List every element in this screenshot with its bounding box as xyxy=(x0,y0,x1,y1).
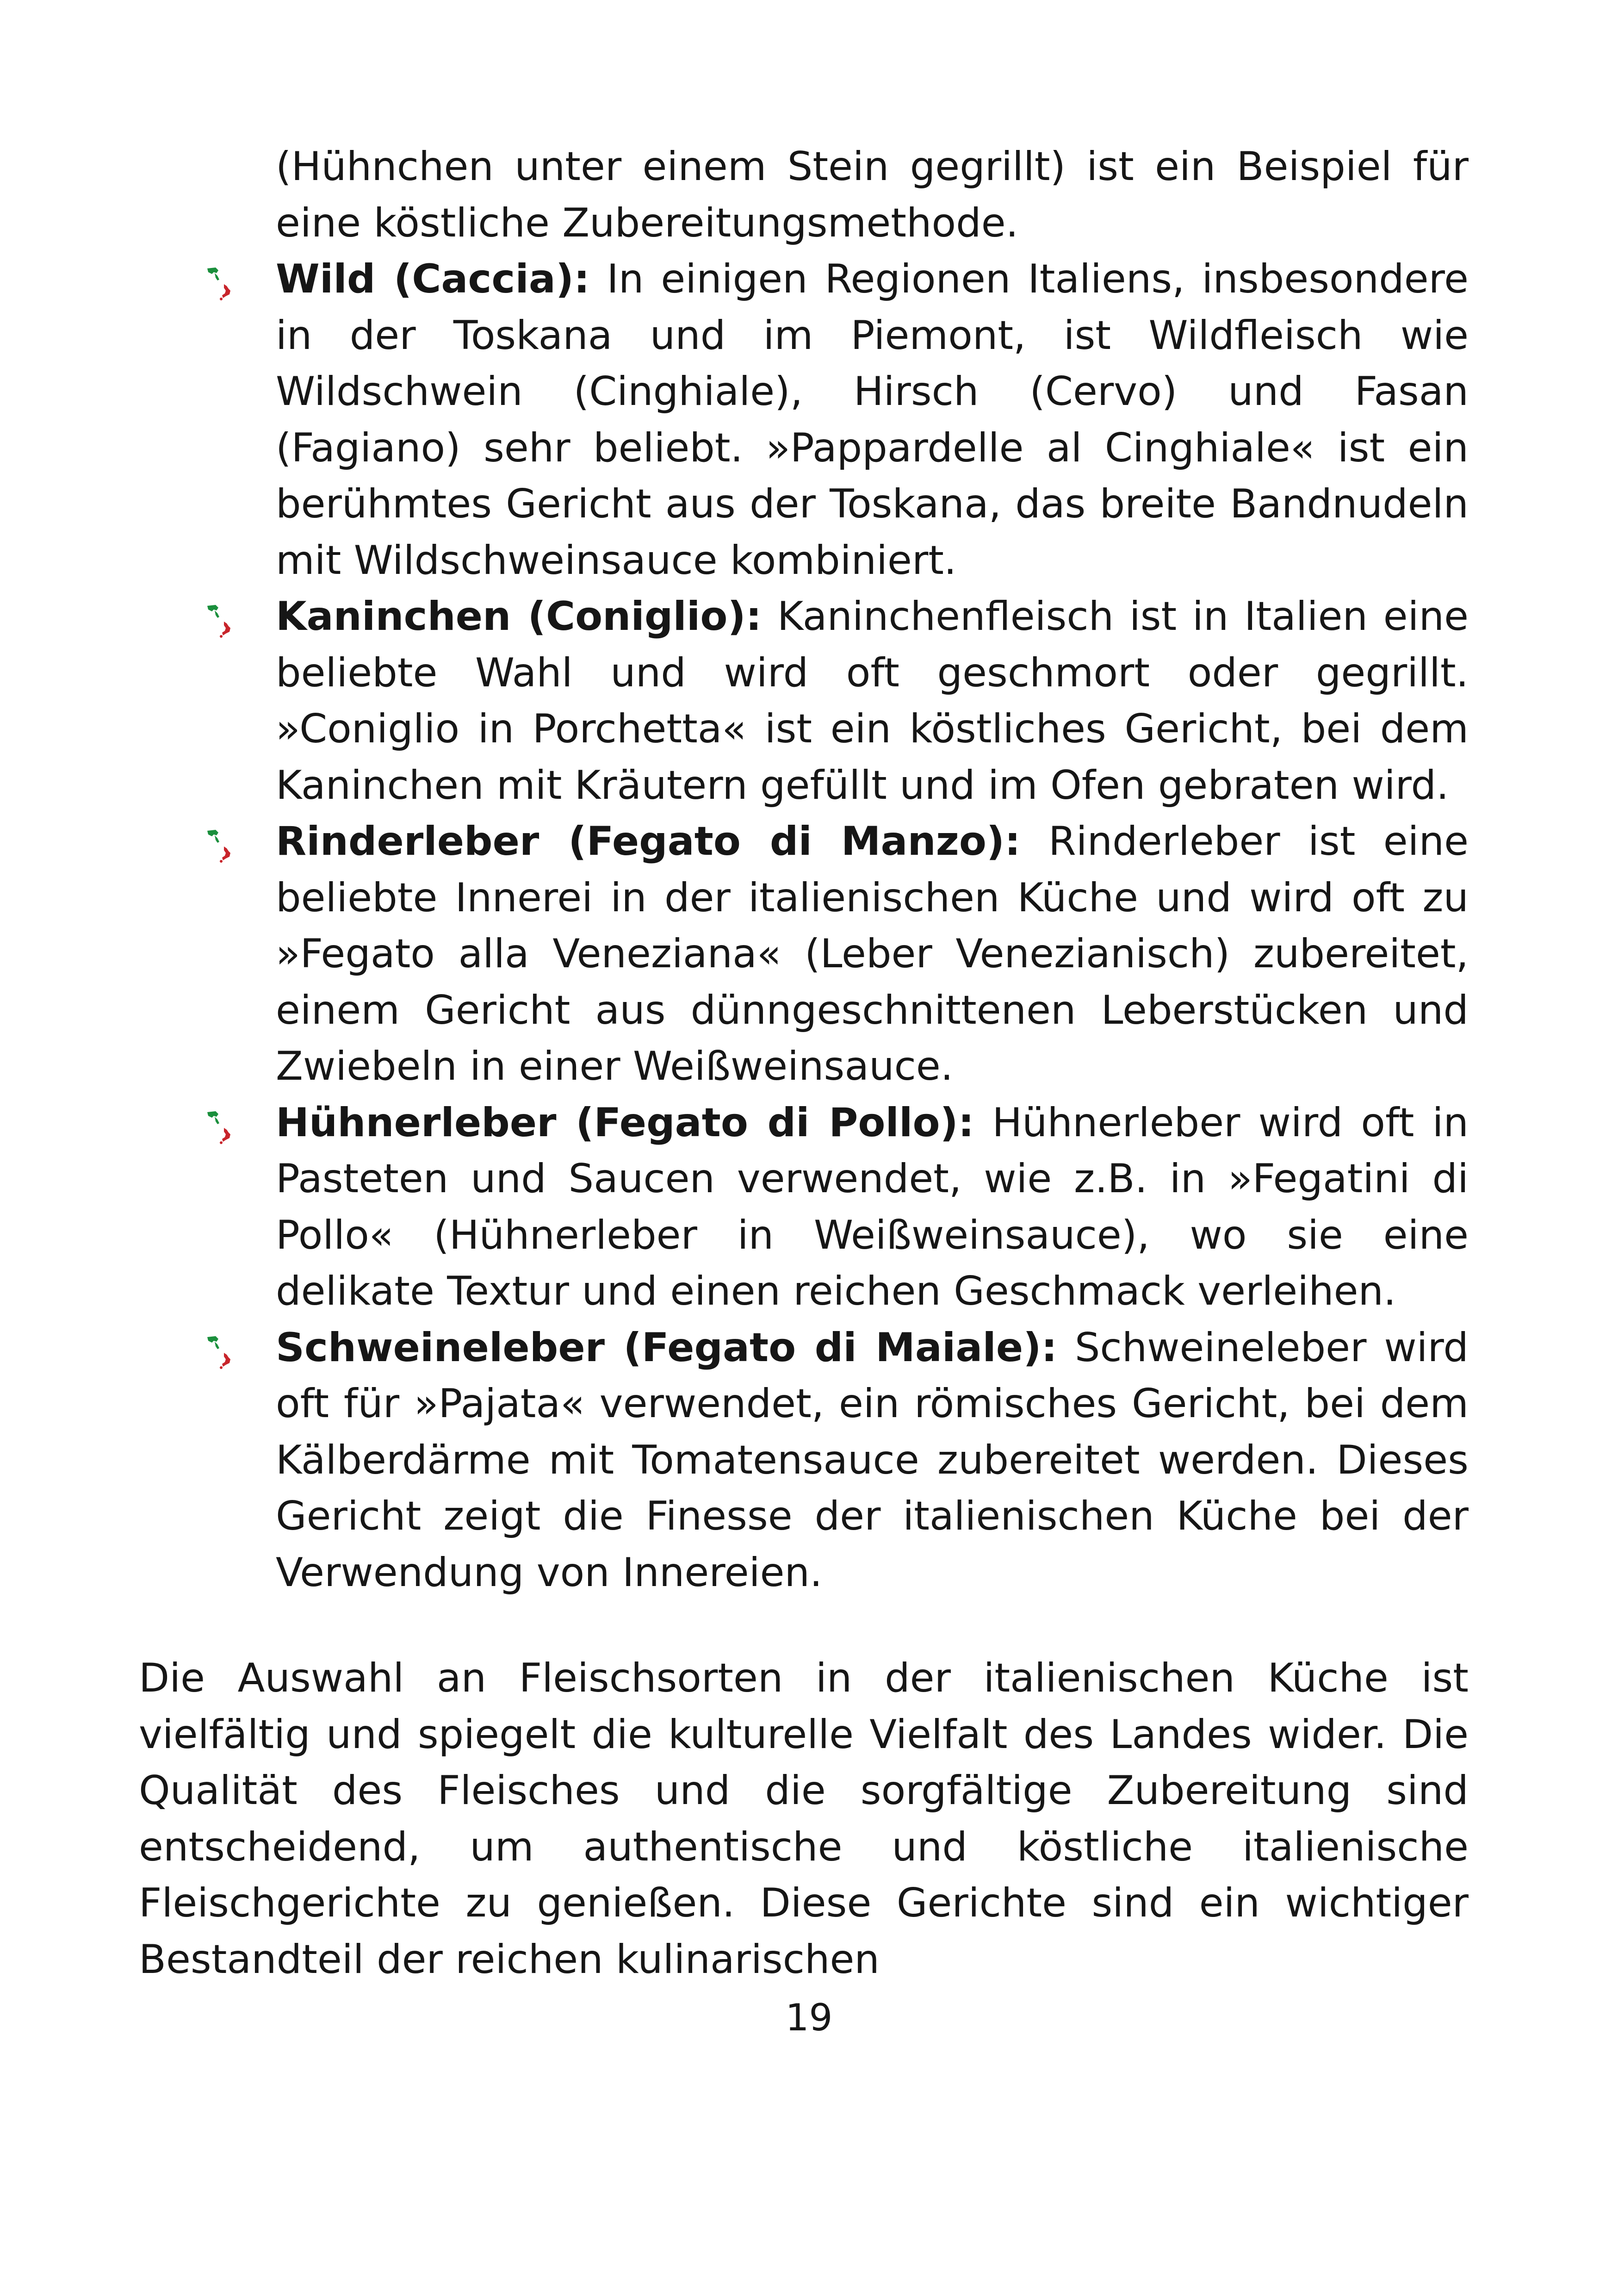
list-item xyxy=(204,589,1469,814)
item-text: Kaninchenfleisch ist in Italien eine beliebte Wahl und wird oft geschmort oder gegrillt. »Coniglio in Porchetta« ist ein köstliches Gericht, bei dem Kaninchen mit Kräutern gefüllt und im Ofen gebraten wird. xyxy=(276,593,1469,809)
italy-map-icon xyxy=(204,1328,239,1363)
italy-map-icon xyxy=(204,822,239,857)
list-item xyxy=(204,814,1469,1095)
italy-map-icon xyxy=(204,260,239,295)
list-item xyxy=(204,251,1469,589)
item-text: Hühnerleber wird oft in Pasteten und Saucen verwendet, wie z.B. in »Fegatini di Pollo« (Hühnerleber in Weißweinsauce), wo sie eine delikate Textur und einen reichen Geschmack verleihen. xyxy=(276,1099,1469,1314)
item-term: Kaninchen (Coniglio): xyxy=(276,593,762,640)
italy-map-icon-graphic xyxy=(204,603,239,638)
item-term: Schweineleber (Fegato di Maiale): xyxy=(276,1324,1057,1371)
continuation-paragraph: (Hühnchen unter einem Stein gegrillt) ist ein Beispiel für eine köstliche Zubereitungsmethode. xyxy=(276,143,1469,246)
italy-map-icon xyxy=(204,1103,239,1139)
meat-types-list xyxy=(204,251,1469,1601)
italy-map-icon-graphic xyxy=(204,1109,239,1145)
item-term: Hühnerleber (Fegato di Pollo): xyxy=(276,1099,974,1146)
list-item xyxy=(204,1095,1469,1320)
summary-paragraph: Die Auswahl an Fleischsorten in der italienischen Küche ist vielfältig und spiegelt die kulturelle Vielfalt des Landes wider. Die Qualität des Fleisches und die sorgfältige Zubereitung sind entscheidend, um authentische und köstliche italienische Fleischgerichte zu genießen. Diese Gerichte sind ein wichtiger Bestandteil der reichen kulinarischen xyxy=(139,1655,1469,1983)
item-term: Wild (Caccia): xyxy=(276,256,590,302)
italy-map-icon-graphic xyxy=(204,266,239,301)
page-number: 19 xyxy=(785,1996,833,2039)
italy-map-icon-graphic xyxy=(204,828,239,863)
list-item xyxy=(204,1320,1469,1601)
item-term: Rinderleber (Fegato di Manzo): xyxy=(276,818,1021,865)
italy-map-icon-graphic xyxy=(204,1334,239,1369)
item-text: Rinderleber ist eine beliebte Innerei in der italienischen Küche und wird oft zu »Fegato alla Veneziana« (Leber Venezianisch) zubereitet, einem Gericht aus dünngeschnittenen Leberstücken und Zwiebeln in einer Weißweinsauce. xyxy=(276,818,1469,1089)
italy-map-icon xyxy=(204,597,239,632)
item-text: Schweineleber wird oft für »Pajata« verwendet, ein römisches Gericht, bei dem Kälberdärme mit Tomatensauce zubereitet werden. Dieses Gericht zeigt die Finesse der italienischen Küche bei der Verwendung von Innereien. xyxy=(276,1324,1469,1596)
item-text: In einigen Regionen Italiens, insbesondere in der Toskana und im Piemont, ist Wildfleisch wie Wildschwein (Cinghiale), Hirsch (Cervo) und Fasan (Fagiano) sehr beliebt. »Pappardelle al Cinghiale« ist ein berühmtes Gericht aus der Toskana, das breite Bandnudeln mit Wildschweinsauce kombiniert. xyxy=(276,256,1469,584)
